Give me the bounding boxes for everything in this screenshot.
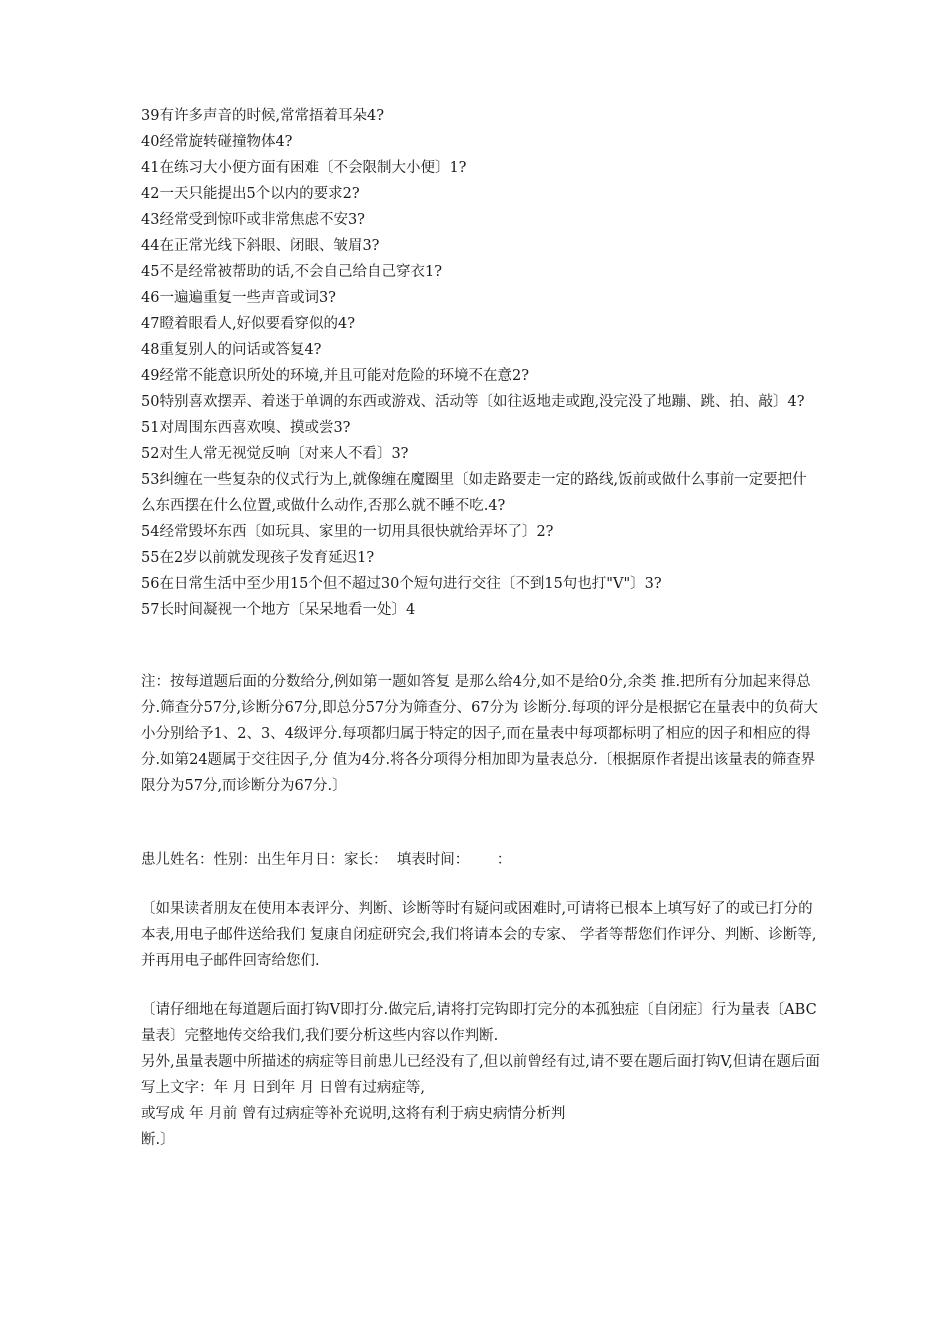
list-item: 45不是经常被帮助的话,不会自己给自己穿衣1? <box>141 264 443 280</box>
list-item: 48重复别人的问话或答复4? <box>141 342 322 358</box>
list-item: 43经常受到惊吓或非常焦虑不安3? <box>141 212 365 228</box>
contact-text: 〔如果读者朋友在使用本表评分、判断、诊断等时有疑问或困难时,可请将已根本上填写好了的或已打分的本表,用电子邮件送给我们 复康自闭症研究会,我们将请本会的专家、 学者等帮您们作评分、判断、诊断等,并再用电子邮件回寄给您们. <box>141 901 817 969</box>
list-item: 47瞪着眼看人,好似要看穿似的4? <box>141 316 356 332</box>
patient-info-line <box>141 847 826 873</box>
list-item: 41在练习大小便方面有困难〔不会限制大小便〕1? <box>141 160 467 176</box>
list-item: 46一遍遍重复一些声音或词3? <box>141 290 336 306</box>
instructions-text-4: 断.〕 <box>141 1132 175 1148</box>
scoring-note-text: 注：按每道题后面的分数给分,例如第一题如答复 是那么给4分,如不是给0分,余类 推.把所有分加起来得总分.筛查分57分,诊断分67分,即总分57分为筛查分、67分为 诊断分.每项的评分是根据它在量表中的负荷大小分别给予1、2、3、4级评分.每项都归属于特定的因子,而在量表中每项都标明了相应的因子和相应的得分.如第24题属于交往因子,分 值为4分.将各分项得分相加即为量表总分.〔根据原作者提出该量表的筛查界限分为57分,而诊断分为67分.〕 <box>141 674 818 794</box>
list-item: 54经常毁坏东西〔如玩具、家里的一切用具很快就给弄坏了〕2? <box>141 524 554 540</box>
list-item: 42一天只能提出5个以内的要求2? <box>141 186 360 202</box>
list-item: 51对周围东西喜欢嗅、摸或尝3? <box>141 420 351 436</box>
instructions-text-3: 或写成 年 月前 曾有过病症等补充说明,这将有利于病史病情分析判 <box>141 1106 566 1122</box>
list-item: 50特别喜欢摆弄、着迷于单调的东西或游戏、活动等〔如往返地走或跑,没完没了地蹦、跳、拍、敲〕4? <box>141 394 805 410</box>
questionnaire-items <box>141 103 821 623</box>
scoring-note <box>141 669 826 799</box>
list-item: 44在正常光线下斜眼、闭眼、皱眉3? <box>141 238 380 254</box>
list-item: 57长时间凝视一个地方〔呆呆地看一处〕4 <box>141 602 416 618</box>
list-item: 56在日常生活中至少用15个但不超过30个短句进行交往〔不到15句也打"V"〕3? <box>141 576 662 592</box>
instructions-paragraph <box>141 997 826 1153</box>
list-item: 49经常不能意识所处的环境,并且可能对危险的环境不在意2? <box>141 368 530 384</box>
instructions-text-1: 〔请仔细地在每道题后面打钩V即打分.做完后,请将打完钩即打完分的本孤独症〔自闭症〕行为量表〔ABC量表〕完整地传交给我们,我们要分析这些内容以作判断. <box>141 1002 817 1044</box>
list-item: 52对生人常无视觉反响〔对来人不看〕3? <box>141 446 409 462</box>
list-item: 39有许多声音的时候,常常捂着耳朵4? <box>141 108 385 124</box>
patient-info-text: 患儿姓名：性别：出生年月日：家长： 填表时间： ： <box>141 852 512 868</box>
contact-paragraph <box>141 896 826 974</box>
list-item: 40经常旋转碰撞物体4? <box>141 134 293 150</box>
list-item: 55在2岁以前就发现孩子发育延迟1? <box>141 550 375 566</box>
list-item: 53纠缠在一些复杂的仪式行为上,就像缠在魔圈里〔如走路要走一定的路线,饭前或做什么事前一定要把什么东西摆在什么位置,或做什么动作,否那么就不睡不吃.4? <box>141 472 807 514</box>
instructions-text-2: 另外,虽量表题中所描述的病症等目前患儿已经没有了,但以前曾经有过,请不要在题后面打钩V,但请在题后面写上文字：年 月 日到年 月 日曾有过病症等, <box>141 1054 820 1096</box>
